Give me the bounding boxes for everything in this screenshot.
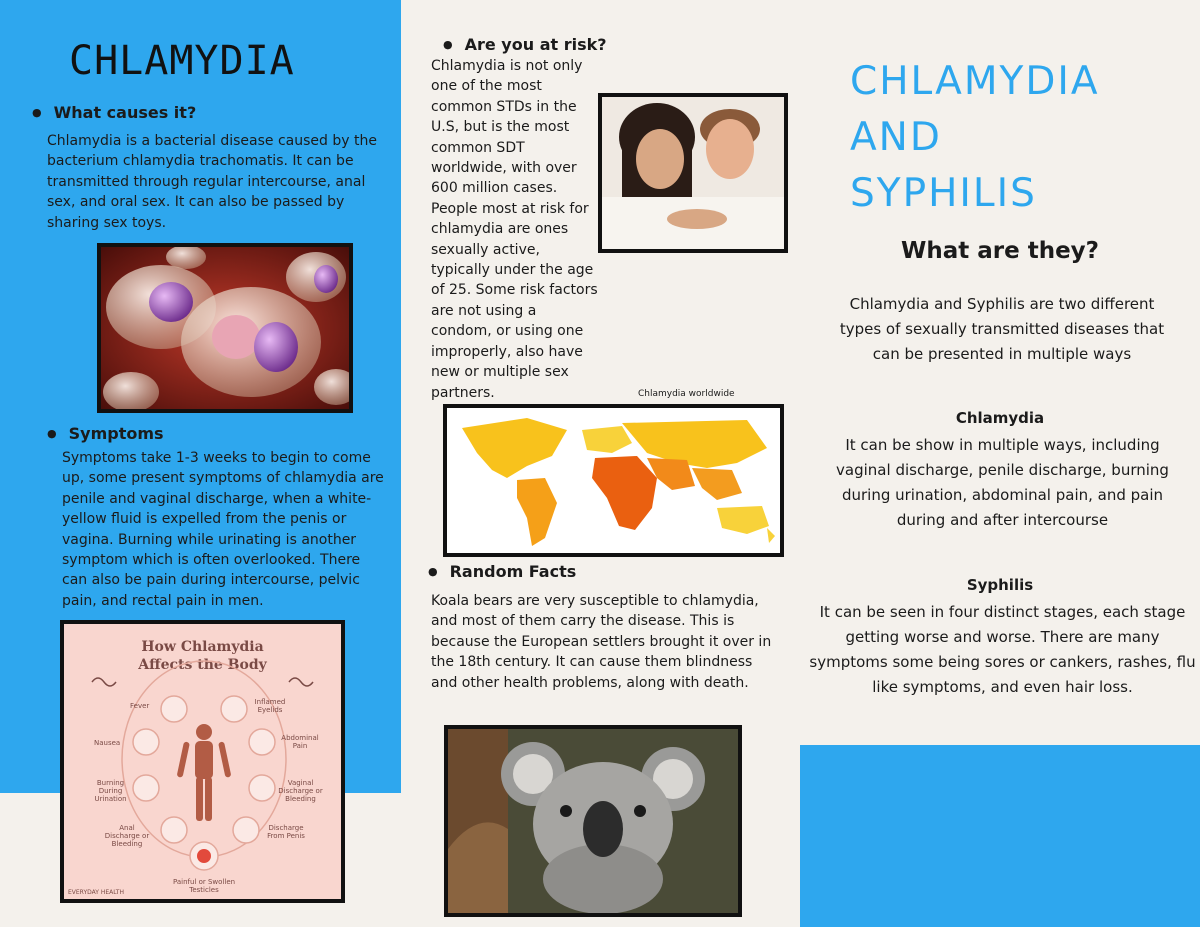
chlamydia-text: It can be show in multiple ways, including vaginal discharge, penile discharge, burning during urination, abdominal pain, and pain during and after intercourse bbox=[836, 436, 1169, 529]
infographic-label-vaginal: Vaginal Discharge or Bleeding bbox=[278, 779, 323, 803]
infographic-label-abdominal: Abdominal Pain bbox=[281, 734, 319, 750]
infographic-label-nausea: Nausea bbox=[94, 739, 121, 747]
left-title: CHLAMYDIA bbox=[69, 38, 295, 84]
infographic-label-eyelids: Inflamed Eyelids bbox=[254, 698, 286, 714]
causes-text: Chlamydia is a bacterial disease caused by the bacterium chlamydia trachomatis. It can be transmitted through regular intercourse, anal sex, and oral sex. It can also be passed by sharing sex toys. bbox=[47, 133, 377, 231]
infographic-label-testicles: Painful or Swollen Testicles bbox=[172, 878, 236, 894]
map-caption: Chlamydia worldwide bbox=[638, 389, 735, 399]
infographic-label-anal: Anal Discharge or Bleeding bbox=[104, 824, 150, 848]
symptoms-heading: ● Symptoms bbox=[47, 424, 164, 443]
koala-photo bbox=[444, 725, 742, 917]
what-text: Chlamydia and Syphilis are two different types of sexually transmitted diseases that can be presented in multiple ways bbox=[839, 295, 1165, 363]
causes-heading: ● What causes it? bbox=[32, 103, 196, 122]
right-title-line-2: AND bbox=[850, 115, 942, 160]
bacteria-image bbox=[97, 243, 353, 413]
syphilis-heading: Syphilis bbox=[966, 576, 1034, 594]
infographic-label-penis: Discharge From Penis bbox=[267, 824, 305, 840]
what-heading: What are they? bbox=[900, 238, 1100, 264]
infographic-label-burning: Burning During Urination bbox=[94, 779, 127, 803]
infographic-title-1: How Chlamydia bbox=[141, 639, 264, 655]
syphilis-text: It can be seen in four distinct stages, each stage getting worse and worse. There are many symptoms some being sores or cankers, rashes, flu like symptoms, and even hair loss. bbox=[809, 603, 1196, 696]
world-map bbox=[443, 404, 784, 557]
risk-heading: ● Are you at risk? bbox=[443, 35, 607, 54]
facts-text: Koala bears are very susceptible to chlamydia, and most of them carry the disease. This is because the European settlers brought it over in the 18th century. It can cause them blindness and other health problems, along with death. bbox=[431, 593, 772, 691]
right-panel-accent-block bbox=[800, 745, 1200, 927]
facts-heading: ● Random Facts bbox=[428, 562, 576, 581]
right-title-line-1: CHLAMYDIA bbox=[850, 59, 1100, 104]
right-title-line-3: SYPHILIS bbox=[850, 171, 1037, 216]
couple-photo bbox=[598, 93, 788, 253]
infographic-image bbox=[60, 620, 345, 903]
infographic-title-2: Affects the Body bbox=[138, 657, 267, 673]
risk-text: Chlamydia is not only one of the most common STDs in the U.S, but is the most common SDT worldwide, with over 600 million cases. People most at risk for chlamydia are ones sexually active, typically under the age of 25. Some risk factors are not using a condom, or using one improperly, also have new or multiple sex partners. bbox=[431, 58, 598, 401]
infographic-label-fever: Fever bbox=[130, 702, 150, 710]
chlamydia-heading: Chlamydia bbox=[955, 409, 1045, 427]
symptoms-text: Symptoms take 1-3 weeks to begin to come up, some present symptoms of chlamydia are penile and vaginal discharge, when a white-yellow fluid is expelled from the penis or vagina. Burning while urinating is another symptom which is often overlooked. There can also be pain during intercourse, pelvic pain, and rectal pain in men. bbox=[62, 450, 384, 609]
infographic-footer: EVERYDAY HEALTH bbox=[68, 889, 124, 896]
right-title bbox=[850, 54, 1100, 222]
